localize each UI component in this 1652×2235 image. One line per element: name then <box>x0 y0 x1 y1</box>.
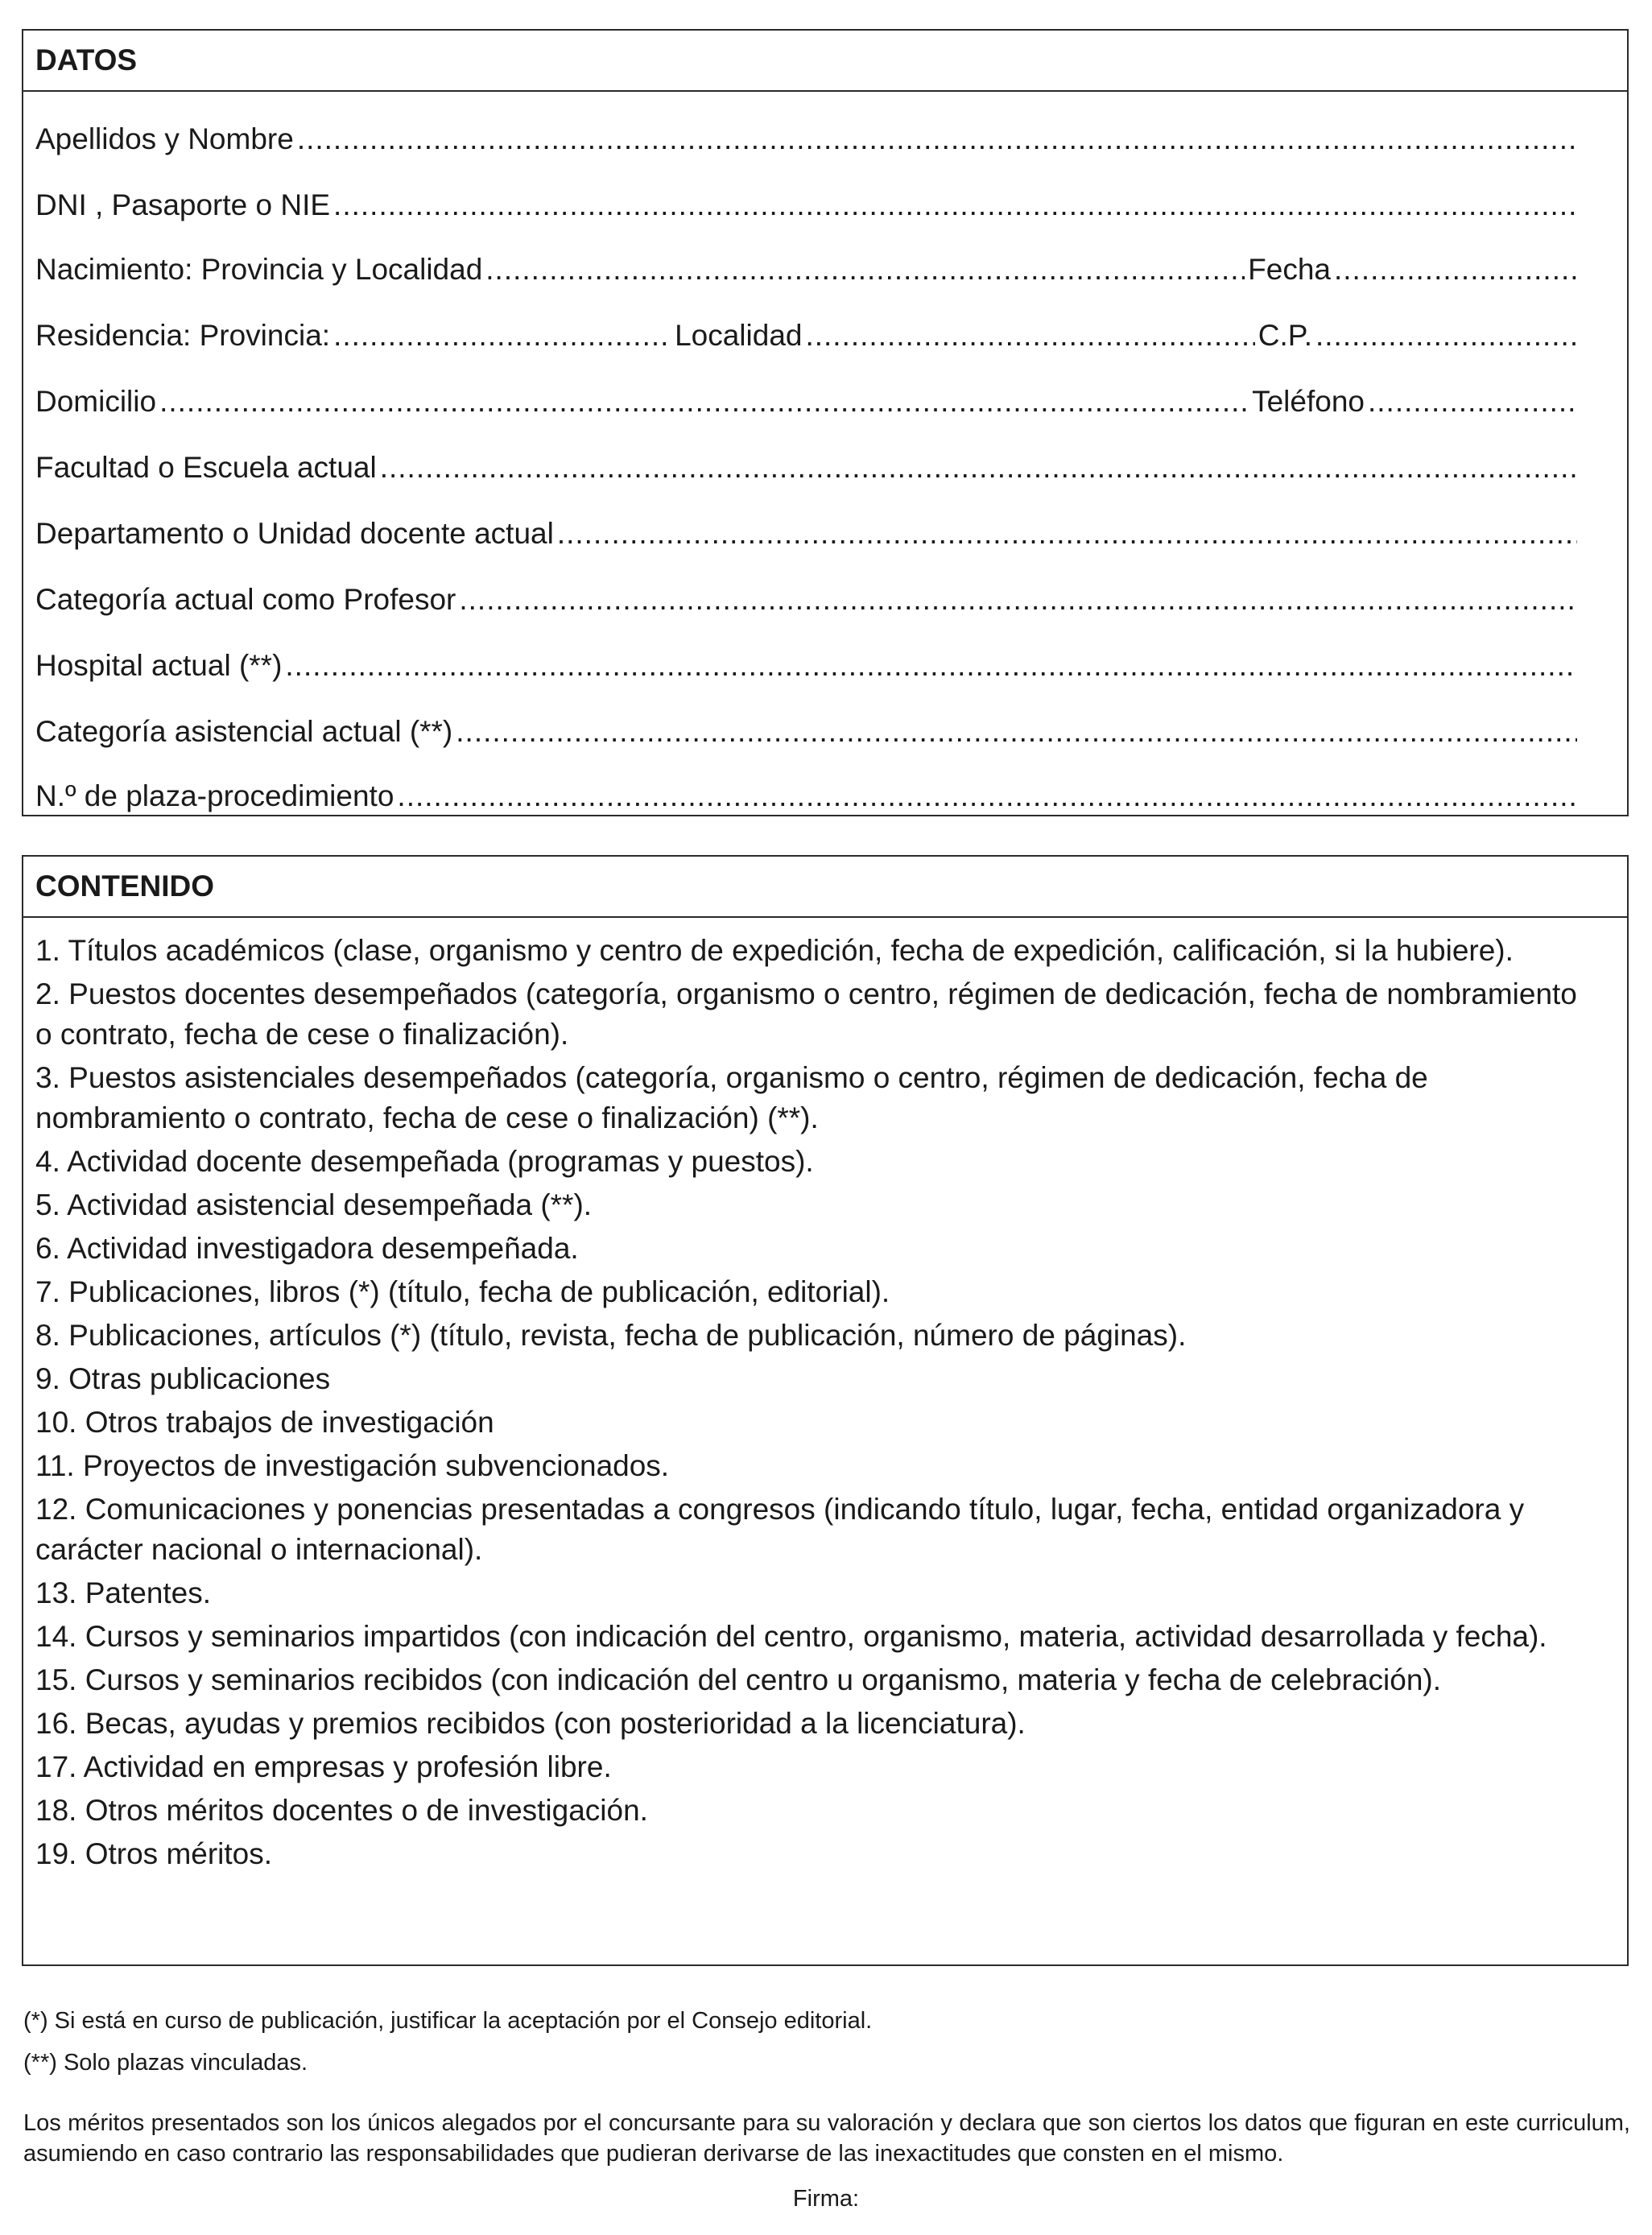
list-item: 8. Publicaciones, artículos (*) (título, revista, fecha de publicación, número de páginas). <box>35 1319 1187 1352</box>
datos-header: DATOS <box>23 31 1627 92</box>
list-item: 18. Otros méritos docentes o de investigación. <box>35 1794 648 1827</box>
fill-line[interactable] <box>459 580 1577 620</box>
datos-section <box>22 29 1629 816</box>
fill-line[interactable] <box>333 316 671 356</box>
label-dni: DNI , Pasaporte o NIE <box>35 188 331 221</box>
list-item: 5. Actividad asistencial desempeñada (**). <box>35 1188 593 1221</box>
list-item: 19. Otros méritos. <box>35 1837 273 1870</box>
list-item: 15. Cursos y seminarios recibidos (con indicación del centro u organismo, materia y fecha de celebración). <box>35 1663 1442 1696</box>
field-residencia[interactable] <box>35 316 1580 356</box>
field-facultad[interactable] <box>35 448 1580 488</box>
field-domicilio[interactable] <box>35 382 1580 422</box>
list-item: 4. Actividad docente desempeñada (programas y puestos). <box>35 1145 814 1178</box>
fill-line[interactable] <box>1315 316 1577 356</box>
fill-line[interactable] <box>297 119 1577 159</box>
list-item: 2. Puestos docentes desempeñados (categoría, organismo o centro, régimen de dedicación, fecha de nombramiento o contrato, fecha de cese o finalización). <box>35 977 1577 1051</box>
list-item: 10. Otros trabajos de investigación <box>35 1406 494 1439</box>
label-facultad: Facultad o Escuela actual <box>35 451 377 484</box>
label-hospital: Hospital actual (**) <box>35 649 283 682</box>
field-plaza[interactable] <box>35 776 1580 816</box>
fill-line[interactable] <box>159 382 1249 422</box>
list-item: 16. Becas, ayudas y premios recibidos (con posterioridad a la licenciatura). <box>35 1707 1026 1740</box>
label-categoria: Categoría actual como Profesor <box>35 583 456 616</box>
fill-line[interactable] <box>1334 250 1577 290</box>
field-departamento[interactable] <box>35 514 1580 554</box>
list-item: 6. Actividad investigadora desempeñada. <box>35 1232 579 1265</box>
label-apellidos: Apellidos y Nombre <box>35 122 294 155</box>
label-residencia: Residencia: Provincia: <box>35 319 331 352</box>
fill-line[interactable] <box>456 712 1577 752</box>
label-domicilio: Domicilio <box>35 385 157 418</box>
field-hospital[interactable] <box>35 646 1580 686</box>
fill-line[interactable] <box>285 646 1577 686</box>
label-telefono: Teléfono <box>1252 385 1365 418</box>
fill-line[interactable] <box>557 514 1577 554</box>
label-categoria-asistencial: Categoría asistencial actual (**) <box>35 715 453 748</box>
list-item: 9. Otras publicaciones <box>35 1362 331 1395</box>
label-nacimiento: Nacimiento: Provincia y Localidad <box>35 253 483 286</box>
list-item: 13. Patentes. <box>35 1576 212 1609</box>
field-nacimiento[interactable] <box>35 250 1580 290</box>
fill-line[interactable] <box>1368 382 1577 422</box>
contenido-list <box>23 918 1627 1874</box>
list-item: 11. Proyectos de investigación subvencionados. <box>35 1449 670 1482</box>
field-categoria[interactable] <box>35 580 1580 620</box>
fill-line[interactable] <box>805 316 1254 356</box>
label-plaza: N.º de plaza-procedimiento <box>35 779 394 812</box>
list-item: 17. Actividad en empresas y profesión libre. <box>35 1750 612 1783</box>
list-item: 14. Cursos y seminarios impartidos (con indicación del centro, organismo, materia, actividad desarrollada y fecha). <box>35 1620 1547 1653</box>
label-departamento: Departamento o Unidad docente actual <box>35 517 554 550</box>
declaration-text: Los méritos presentados son los únicos alegados por el concursante para su valoración y declara que son ciertos los datos que figuran en este curriculum, asumiendo en caso contrario las responsabilidades que pudieran derivarse de las inexactitudes que consten en el mismo. <box>23 2110 1630 2167</box>
list-item: 7. Publicaciones, libros (*) (título, fecha de publicación, editorial). <box>35 1275 890 1308</box>
field-dni[interactable] <box>35 185 1580 225</box>
label-fecha: Fecha <box>1248 253 1331 286</box>
fill-line[interactable] <box>380 448 1577 488</box>
fill-line[interactable] <box>485 250 1245 290</box>
list-item: 3. Puestos asistenciales desempeñados (categoría, organismo o centro, régimen de dedicación, fecha de nombramiento o contrato, fecha de cese o finalización) (**). <box>35 1061 1428 1134</box>
signature-label: Firma: <box>792 2186 860 2212</box>
fill-line[interactable] <box>333 185 1577 225</box>
contenido-section <box>22 855 1629 1966</box>
contenido-header: CONTENIDO <box>23 857 1627 918</box>
footnote-plazas: (**) Solo plazas vinculadas. <box>23 2050 308 2076</box>
footnote-publicacion: (*) Si está en curso de publicación, justificar la aceptación por el Consejo editorial. <box>23 2008 873 2034</box>
label-localidad: Localidad <box>675 319 803 352</box>
list-item: 12. Comunicaciones y ponencias presentadas a congresos (indicando título, lugar, fecha, entidad organizadora y carácter nacional o internacional). <box>35 1493 1525 1566</box>
field-categoria-asistencial[interactable] <box>35 712 1580 752</box>
field-apellidos[interactable] <box>35 119 1580 159</box>
list-item: 1. Títulos académicos (clase, organismo y centro de expedición, fecha de expedición, calificación, si la hubiere). <box>35 934 1514 967</box>
fill-line[interactable] <box>397 776 1577 816</box>
label-cp: C.P. <box>1258 319 1312 352</box>
